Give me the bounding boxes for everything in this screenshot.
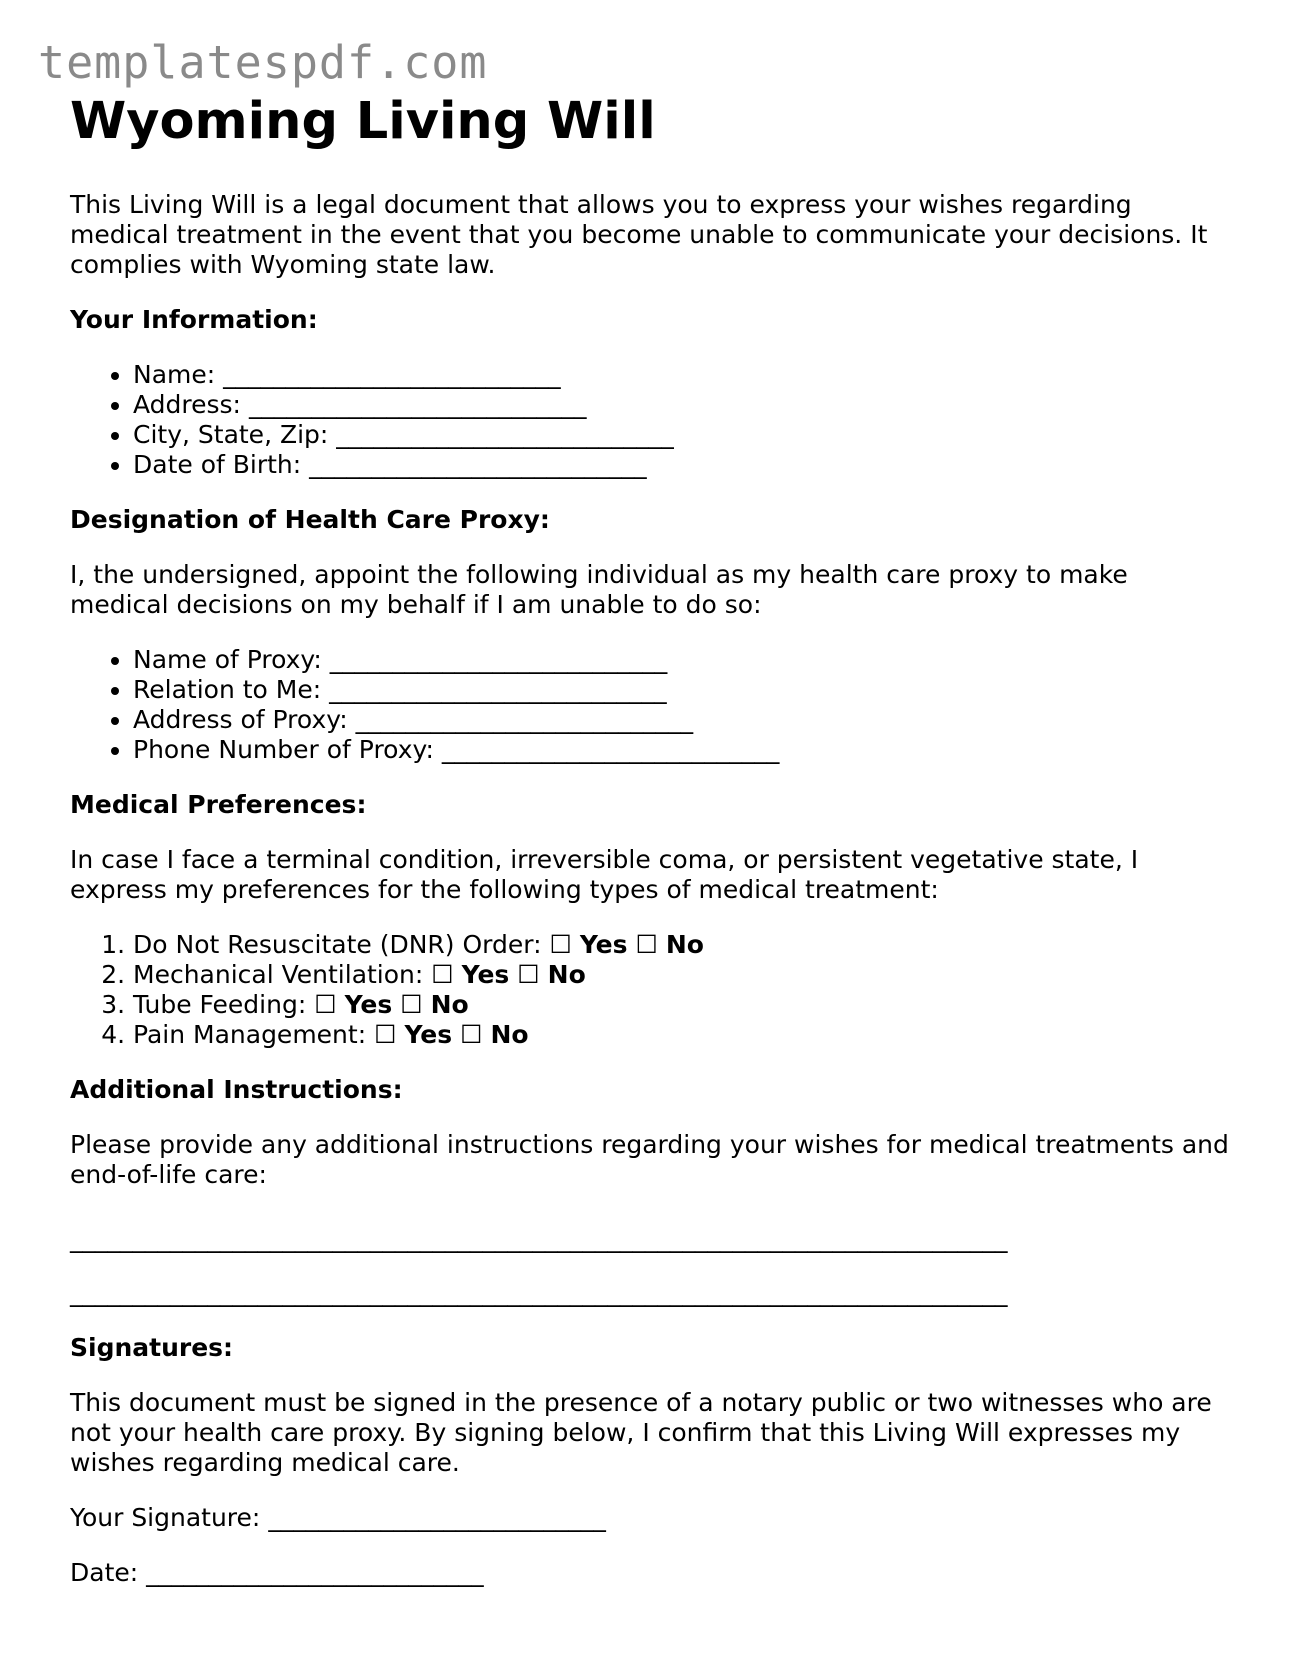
intro-paragraph: This Living Will is a legal document that allows you to express your wishes regarding medical treatment in the event that you become unable to communicate your decisions. It complies with Wyoming state law.	[70, 190, 1208, 279]
list-item: 1. Do Not Resuscitate (DNR) Order: ☐ Yes ☐ No	[133, 930, 1230, 960]
yes-checkbox[interactable]: ☐	[431, 960, 454, 989]
page-title: Wyoming Living Will	[70, 92, 656, 151]
medical-paragraph: In case I face a terminal condition, irreversible coma, or persistent vegetative state, I express my preferences for the following types of medical treatment:	[70, 845, 1139, 904]
your-information-heading: Your Information:	[70, 305, 318, 334]
list-item: 4. Pain Management: ☐ Yes ☐ No	[133, 1020, 1230, 1050]
proxy-address-field[interactable]: • Address of Proxy: ___________________________	[133, 705, 1230, 735]
yes-checkbox[interactable]: ☐	[374, 1020, 397, 1049]
no-checkbox[interactable]: ☐	[460, 1020, 483, 1049]
city-state-zip-field[interactable]: • City, State, Zip: ___________________________	[133, 420, 1230, 450]
proxy-list	[70, 645, 1230, 765]
proxy-paragraph: I, the undersigned, appoint the following individual as my health care proxy to make medical decisions on my behalf if I am unable to do so:	[70, 560, 1128, 619]
blank-line[interactable]: ___________________________	[309, 450, 647, 479]
proxy-name-field[interactable]: • Name of Proxy: ___________________________	[133, 645, 1230, 675]
address-field[interactable]: • Address: ___________________________	[133, 390, 1230, 420]
yes-checkbox[interactable]: ☐	[314, 990, 337, 1019]
list-item: 3. Tube Feeding: ☐ Yes ☐ No	[133, 990, 1230, 1020]
blank-line[interactable]: ___________________________	[355, 705, 694, 734]
blank-line[interactable]: ___________________________	[268, 1503, 606, 1532]
medical-preferences-heading: Medical Preferences:	[70, 790, 367, 819]
signatures-paragraph: This document must be signed in the presence of a notary public or two witnesses who are not your health care proxy. By signing below, I confirm that this Living Will expresses my wishes regarding medical care.	[70, 1388, 1212, 1477]
instructions-line-1[interactable]: ___________________________________________________________________________	[70, 1224, 1008, 1253]
document-body	[70, 90, 1230, 1588]
yes-checkbox[interactable]: ☐	[549, 930, 572, 959]
blank-line[interactable]: ___________________________	[329, 645, 668, 674]
no-checkbox[interactable]: ☐	[635, 930, 658, 959]
no-checkbox[interactable]: ☐	[400, 990, 423, 1019]
blank-line[interactable]: ___________________________	[336, 420, 674, 449]
your-information-list	[70, 360, 1230, 480]
blank-line[interactable]: ___________________________	[441, 735, 780, 764]
additional-instructions-heading: Additional Instructions:	[70, 1075, 403, 1104]
signatures-heading: Signatures:	[70, 1333, 234, 1362]
blank-line[interactable]: ___________________________	[223, 360, 561, 389]
medical-preferences-list	[70, 930, 1230, 1050]
blank-line[interactable]: ___________________________	[248, 390, 587, 419]
signature-field[interactable]: Your Signature: ___________________________	[70, 1503, 606, 1532]
date-of-birth-field[interactable]: • Date of Birth: ___________________________	[133, 450, 1230, 480]
proxy-heading: Designation of Health Care Proxy:	[70, 505, 550, 534]
blank-line[interactable]: ___________________________	[146, 1558, 484, 1587]
instructions-line-2[interactable]: ___________________________________________________________________________	[70, 1278, 1008, 1307]
list-item: 2. Mechanical Ventilation: ☐ Yes ☐ No	[133, 960, 1230, 990]
watermark: templatespdf.com	[38, 36, 488, 89]
additional-instructions-paragraph: Please provide any additional instructions regarding your wishes for medical treatments and end-of-life care:	[70, 1130, 1229, 1189]
blank-line[interactable]: ___________________________	[329, 675, 667, 704]
date-field[interactable]: Date: ___________________________	[70, 1558, 484, 1587]
proxy-relation-field[interactable]: • Relation to Me: ___________________________	[133, 675, 1230, 705]
name-field[interactable]: • Name: ___________________________	[133, 360, 1230, 390]
proxy-phone-field[interactable]: • Phone Number of Proxy: ___________________________	[133, 735, 1230, 765]
no-checkbox[interactable]: ☐	[517, 960, 540, 989]
